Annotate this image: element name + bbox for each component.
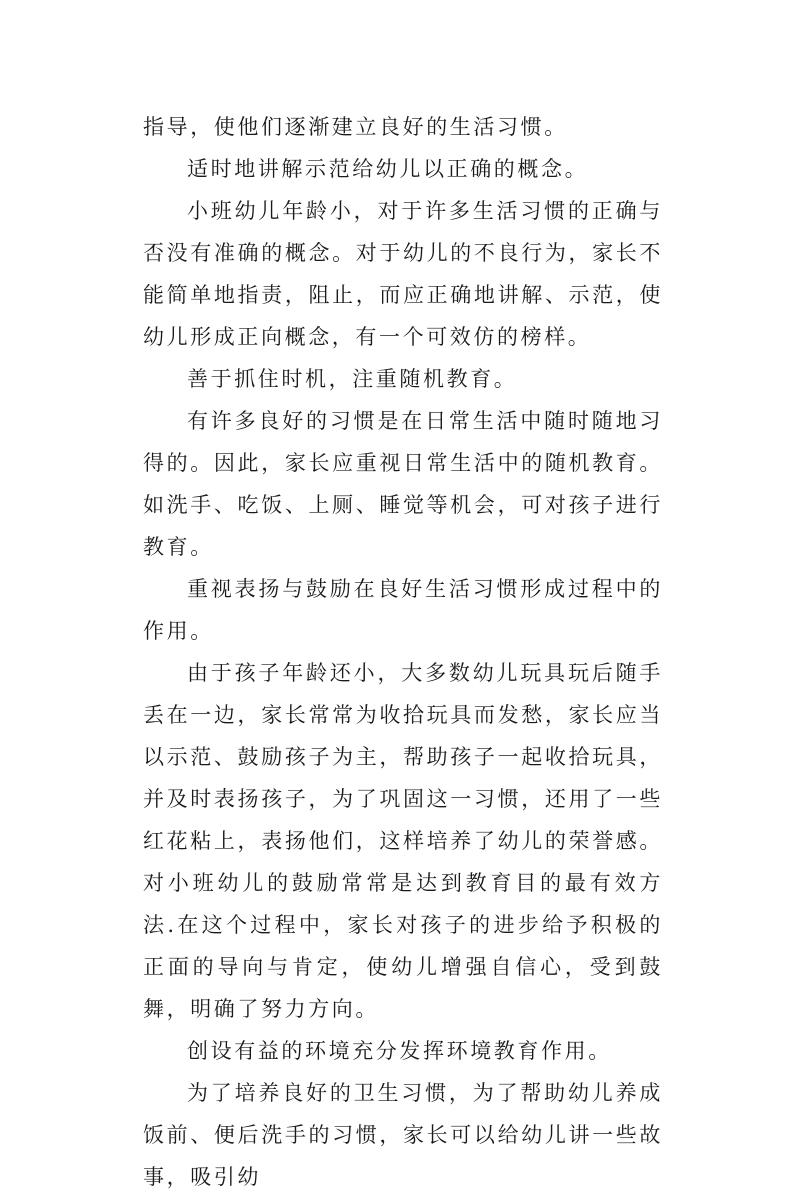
paragraph-2-heading: 适时地讲解示范给幼儿以正确的概念。 xyxy=(187,157,589,181)
paragraph-9: 为了培养良好的卫生习惯，为了帮助幼儿养成饭前、便后洗手的习惯，家长可以给幼儿讲一些故事，吸引幼 xyxy=(143,1081,663,1189)
paragraph-5: 有许多良好的习惯是在日常生活中随时随地习得的。因此，家长应重视日常生活中的随机教育。如洗手、吃饭、上厕、睡觉等机会，可对孩子进行教育。 xyxy=(143,409,663,559)
paragraph-4-heading: 善于抓住时机，注重随机教育。 xyxy=(187,367,518,391)
paragraph-8-heading: 创设有益的环境充分发挥环境教育作用。 xyxy=(187,1039,612,1063)
paragraph-7: 由于孩子年龄还小，大多数幼儿玩具玩后随手丢在一边，家长常常为收拾玩具而发愁，家长应当以示范、鼓励孩子为主，帮助孩子一起收拾玩具，并及时表扬孩子，为了巩固这一习惯，还用了一些红花粘上，表扬他们，这样培养了幼儿的荣誉感。对小班幼儿的鼓励常常是达到教育目的最有效方法.在这个过程中，家长对孩子的进步给予积极的正面的导向与肯定，使幼儿增强自信心，受到鼓舞，明确了努力方向。 xyxy=(143,661,663,1021)
paragraph-6-heading: 重视表扬与鼓励在良好生活习惯形成过程中的作用。 xyxy=(143,577,663,643)
paragraph-1: 指导，使他们逐渐建立良好的生活习惯。 xyxy=(143,115,568,139)
paragraph-3: 小班幼儿年龄小，对于许多生活习惯的正确与否没有准确的概念。对于幼儿的不良行为，家长不能简单地指责，阻止，而应正确地讲解、示范，使幼儿形成正向概念，有一个可效仿的榜样。 xyxy=(143,199,663,349)
document-body xyxy=(143,106,663,1198)
